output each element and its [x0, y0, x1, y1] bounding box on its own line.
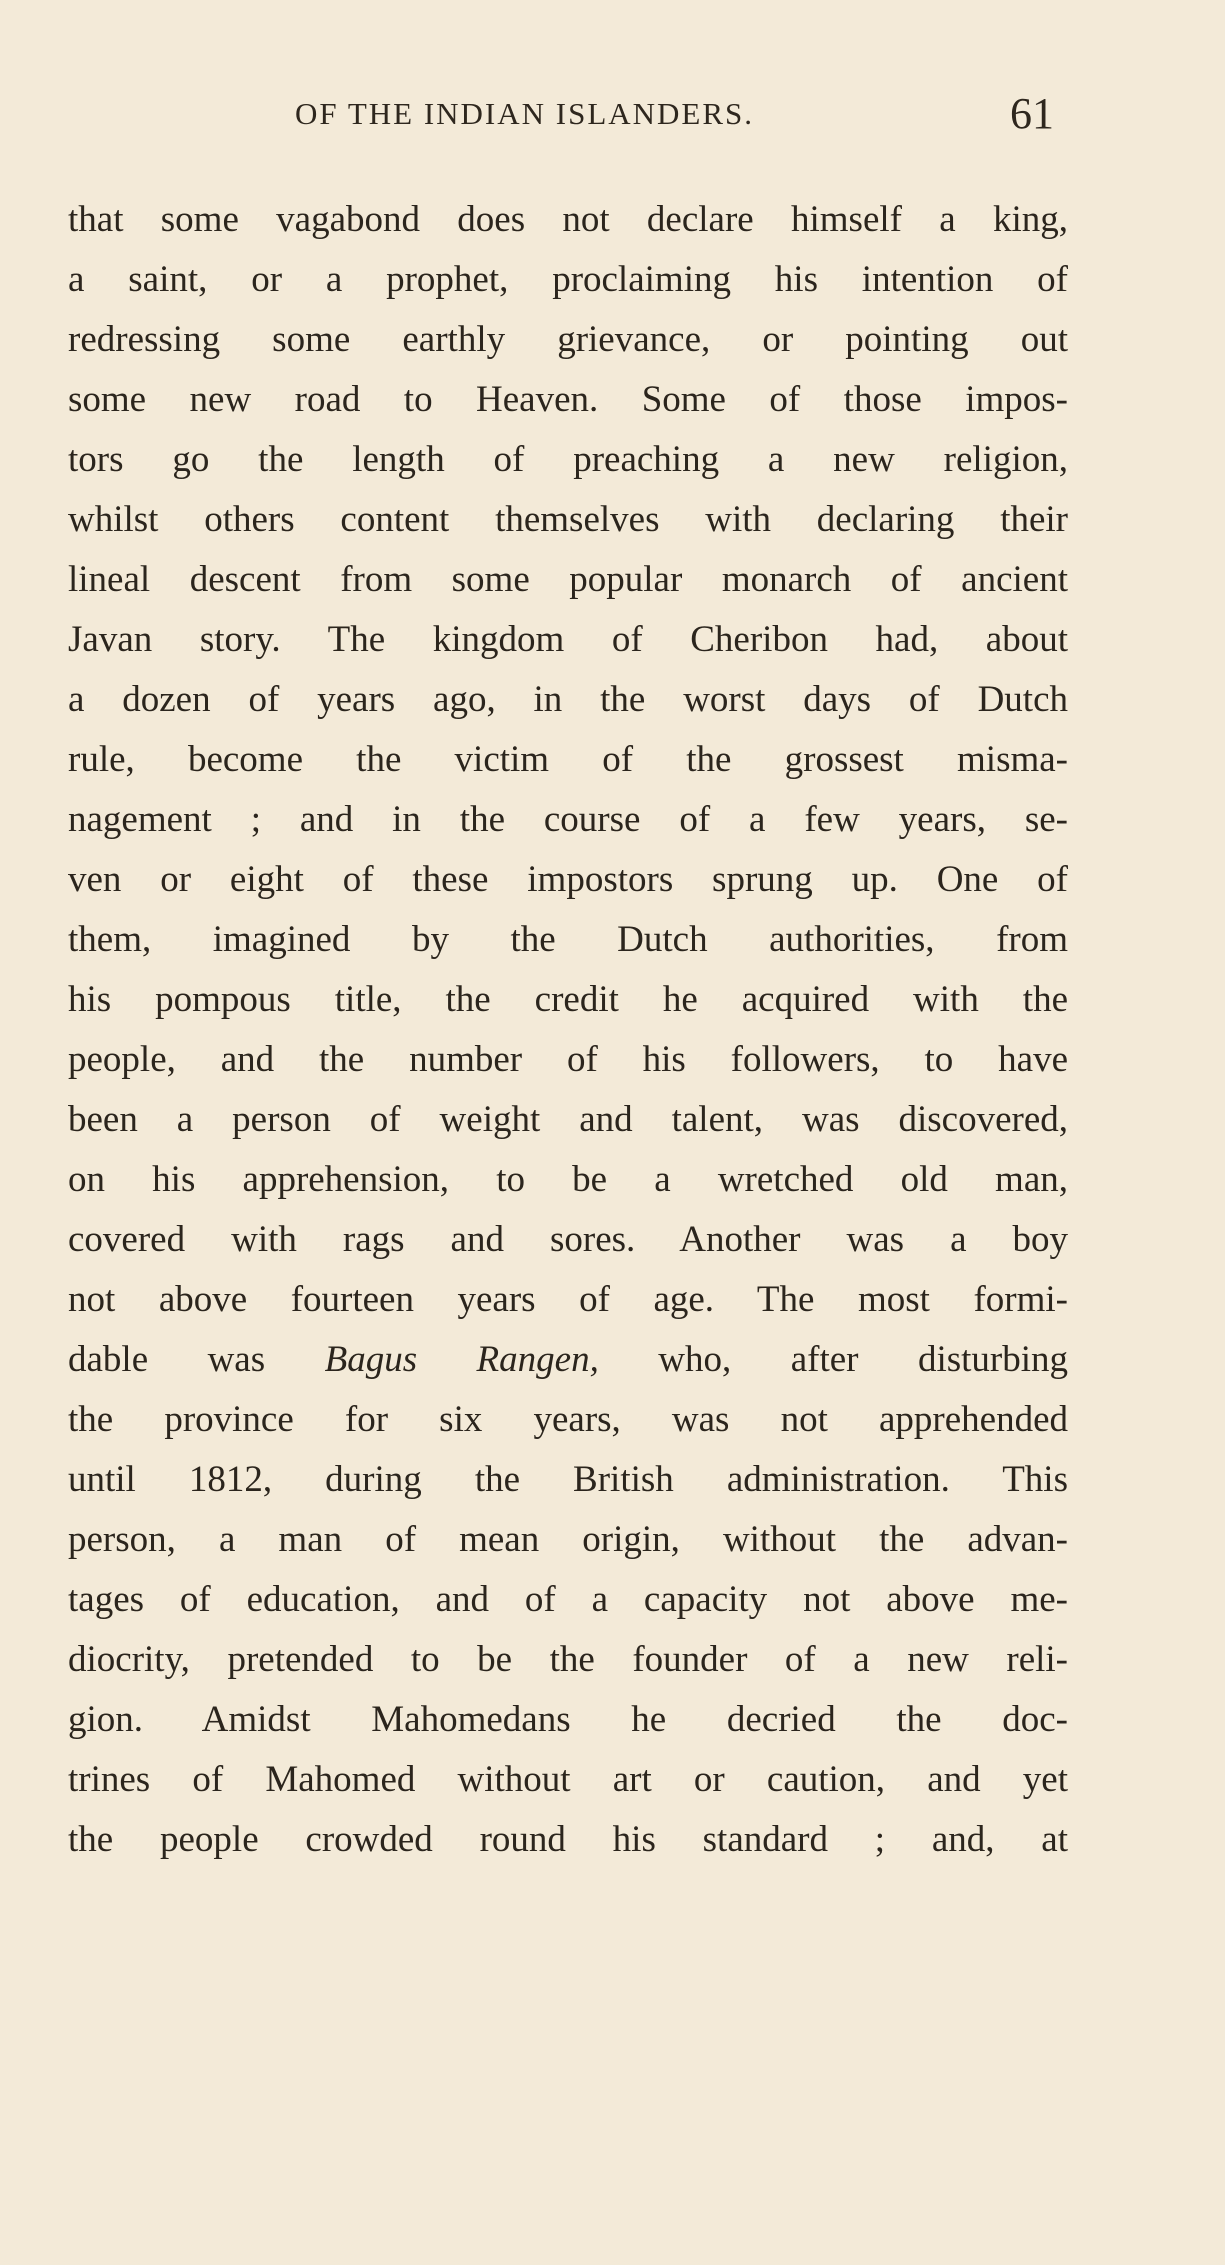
running-title: OF THE INDIAN ISLANDERS. — [295, 96, 755, 131]
text-line: the people crowded round his standard ; and, at — [68, 1819, 1068, 1860]
page-number: 61 — [1010, 89, 1054, 138]
body-text — [68, 190, 1068, 1870]
text-line: a dozen of years ago, in the worst days of Dutch — [68, 679, 1068, 720]
text-line: not above fourteen years of age. The most formi- — [68, 1279, 1068, 1320]
text-line: tages of education, and of a capacity not above me- — [68, 1579, 1068, 1620]
text-line: Javan story. The kingdom of Cheribon had, about — [68, 619, 1068, 660]
text-line: people, and the number of his followers, to have — [68, 1039, 1068, 1080]
text-line: his pompous title, the credit he acquired with the — [68, 979, 1068, 1020]
text-segment: who, after disturbing — [598, 1339, 1068, 1380]
text-line: whilst others content themselves with declaring their — [68, 499, 1068, 540]
text-line: nagement ; and in the course of a few years, se- — [68, 799, 1068, 840]
running-head — [0, 88, 1225, 148]
italic-name: Bagus Rangen, — [324, 1339, 599, 1380]
text-line: them, imagined by the Dutch authorities, from — [68, 919, 1068, 960]
text-line: some new road to Heaven. Some of those impos- — [68, 379, 1068, 420]
text-line: on his apprehension, to be a wretched old man, — [68, 1159, 1068, 1200]
text-line: a saint, or a prophet, proclaiming his intention of — [68, 259, 1068, 300]
text-line: been a person of weight and talent, was discovered, — [68, 1099, 1068, 1140]
text-segment: dable was — [68, 1339, 325, 1380]
text-line: the province for six years, was not apprehended — [68, 1399, 1068, 1440]
text-line: gion. Amidst Mahomedans he decried the doc- — [68, 1699, 1068, 1740]
text-line: redressing some earthly grievance, or pointing out — [68, 319, 1068, 360]
text-line: person, a man of mean origin, without the advan- — [68, 1519, 1068, 1560]
text-line: rule, become the victim of the grossest misma- — [68, 739, 1068, 780]
text-line: covered with rags and sores. Another was a boy — [68, 1219, 1068, 1260]
text-line: that some vagabond does not declare himself a king, — [68, 199, 1068, 240]
text-line: diocrity, pretended to be the founder of a new reli- — [68, 1639, 1068, 1680]
text-line: lineal descent from some popular monarch of ancient — [68, 559, 1068, 600]
text-line-with-italic — [68, 1330, 1068, 1390]
text-line: trines of Mahomed without art or caution, and yet — [68, 1759, 1068, 1800]
text-line: ven or eight of these impostors sprung up. One of — [68, 859, 1068, 900]
text-line: until 1812, during the British administration. This — [68, 1459, 1068, 1500]
text-line: tors go the length of preaching a new religion, — [68, 439, 1068, 480]
